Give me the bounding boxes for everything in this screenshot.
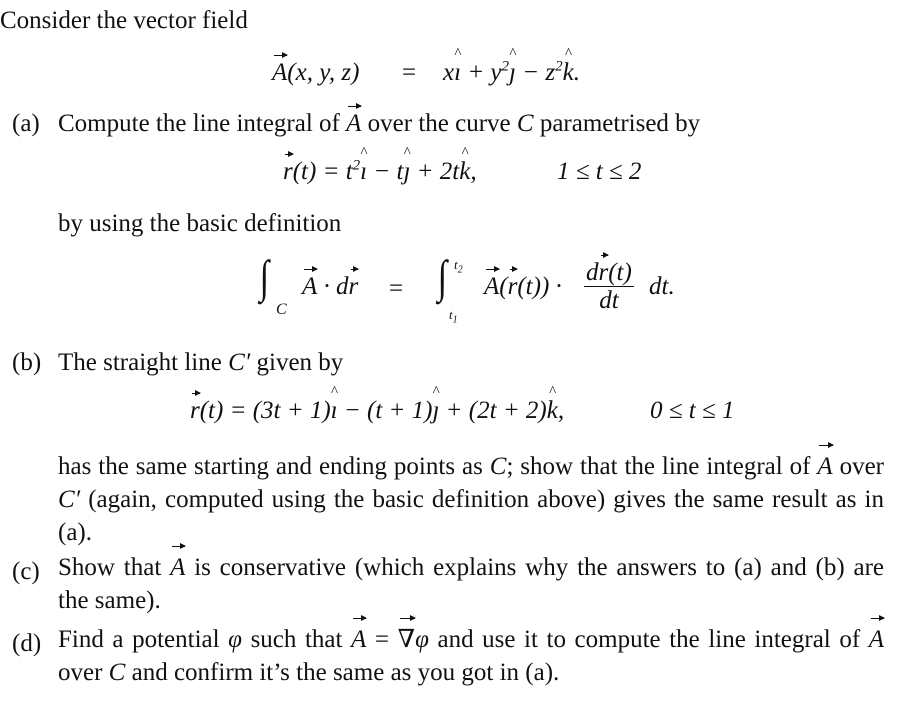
part-d-label: (d) bbox=[12, 630, 42, 657]
part-d-text: Find a potential φ such that A = ∇φ and use it to compute the line integral of A over C and confirm it’s the same as you got in (a). bbox=[58, 623, 884, 689]
equals-sign: = bbox=[402, 59, 417, 86]
part-b-range: 0 ≤ t ≤ 1 bbox=[650, 397, 735, 424]
definition-rhs: ∫ $t_2$ $t_1$ A(r(t)) · $\frac{dr(t)}{dt}$ dt. bbox=[437, 251, 675, 326]
vector-field-equation: A(x, y, z) bbox=[272, 59, 360, 86]
part-a-range: 1 ≤ t ≤ 2 bbox=[557, 158, 642, 185]
part-a-label: (a) bbox=[12, 110, 40, 137]
part-b-curve: r(t) = (3t + 1)ı ^ − (t + 1)ȷ ^ + (2t + 2)k ^, bbox=[190, 398, 564, 423]
part-c-label: (c) bbox=[12, 558, 40, 585]
intro-text: Consider the vector field bbox=[0, 7, 248, 34]
part-b-after: has the same starting and ending points as C; show that the line integral of A over C′ (again, computed using the basic definition above) gives the same result as in (a). bbox=[58, 450, 884, 549]
vector-field-rhs: xı ^ + $y^2ȷ$ ^ − $z^2k$ ^. bbox=[443, 60, 580, 85]
part-a-after: by using the basic definition bbox=[58, 210, 342, 237]
part-b-label: (b) bbox=[12, 349, 42, 376]
part-c-text: Show that A is conservative (which explains why the answers to (a) and (b) are the same). bbox=[58, 551, 884, 617]
part-b-text: The straight line C′ given by bbox=[58, 349, 344, 376]
part-a-text: Compute the line integral of A over the curve C parametrised by bbox=[58, 110, 701, 137]
part-a-curve: $r(t) = t^2ı$ ^ − tȷ ^ + 2tk ^, bbox=[283, 159, 477, 184]
definition-equals: = bbox=[389, 275, 404, 302]
